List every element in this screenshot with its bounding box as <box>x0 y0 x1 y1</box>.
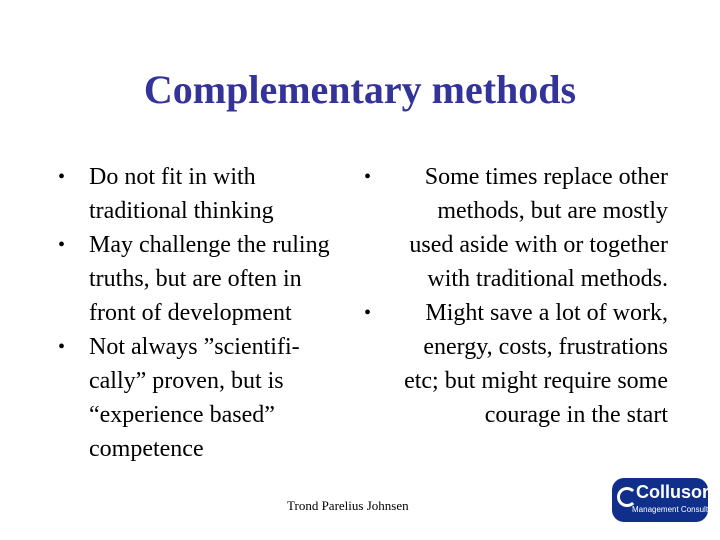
logo-name: Collusor <box>636 482 710 502</box>
collusor-logo <box>612 478 719 522</box>
slide-footer: Trond Parelius Johnsen <box>287 498 409 513</box>
bullet-item <box>58 330 348 466</box>
bullet-icon: • <box>58 336 66 358</box>
bullet-icon: • <box>364 166 372 188</box>
bullet-text: Not always ”scientifi-cally” proven, but is “experience based” competence <box>89 334 300 462</box>
bullet-item <box>362 296 668 432</box>
bullet-text: Do not fit in with traditional thinking <box>89 164 274 224</box>
logo-tagline: Management Consulting <box>632 505 719 514</box>
bullet-text: Might save a lot of work, energy, costs, frustrations etc; but might require some courage in the start <box>404 300 668 428</box>
logo-swirl-icon <box>617 487 637 507</box>
bullet-text: May challenge the ruling truths, but are often in front of development <box>89 232 330 326</box>
right-bullet-list <box>362 160 668 432</box>
bullet-item <box>362 160 668 296</box>
bullet-text: Some times replace other methods, but are mostly used aside with or together with traditional methods. <box>409 164 668 292</box>
bullet-icon: • <box>364 302 372 324</box>
bullet-item <box>58 228 348 330</box>
bullet-icon: • <box>58 166 66 188</box>
left-bullet-list <box>58 160 348 466</box>
bullet-item <box>58 160 348 228</box>
bullet-icon: • <box>58 234 66 256</box>
right-column <box>362 160 668 432</box>
slide-title: Complementary methods <box>143 67 577 112</box>
left-column <box>58 160 348 466</box>
